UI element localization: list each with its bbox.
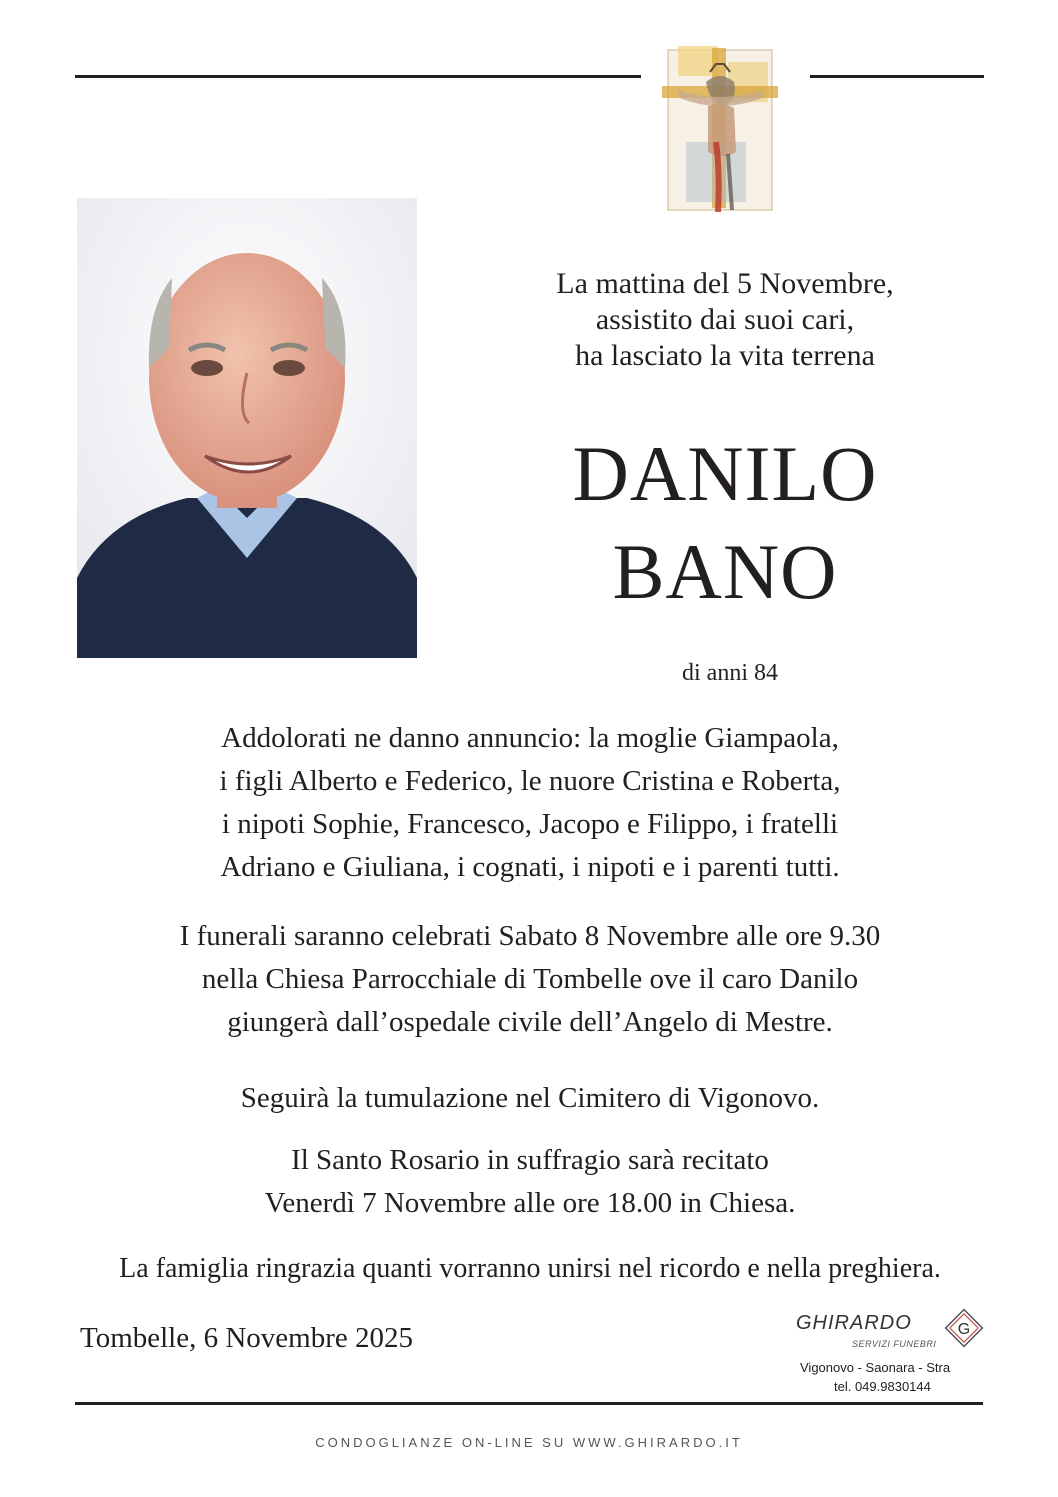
rosary-line: Venerdì 7 Novembre alle ore 18.00 in Chiesa. (264, 1187, 796, 1219)
announcement-line: Addolorati ne danno annuncio: la moglie Giampaola, (221, 722, 839, 754)
deceased-age: di anni 84 (682, 660, 778, 686)
agency-subtitle: SERVIZI FUNEBRI (852, 1339, 937, 1349)
crucifix-illustration (658, 42, 782, 220)
agency-towns: Vigonovo - Saonara - Stra (800, 1360, 951, 1375)
first-name: DANILO (572, 430, 878, 517)
announcement-line: i nipoti Sophie, Francesco, Jacopo e Filippo, i fratelli (221, 808, 839, 840)
funeral-block (30, 915, 1030, 1044)
intro-line: ha lasciato la vita terrena (575, 339, 875, 372)
agency-mark-letter: G (957, 1321, 971, 1338)
funeral-line: I funerali saranno celebrati Sabato 8 Novembre alle ore 9.30 (179, 920, 881, 952)
announcement-line: i figli Alberto e Federico, le nuore Cristina e Roberta, (219, 765, 841, 797)
thanks-line (30, 1247, 1030, 1290)
burial-line (30, 1077, 1030, 1120)
intro-block (520, 266, 930, 374)
top-rule-left (75, 75, 641, 78)
condolences-footer: CONDOGLIANZE ON-LINE SU WWW.GHIRARDO.IT (315, 1435, 743, 1450)
agency-diamond-icon (942, 1306, 986, 1350)
rosary-line: Il Santo Rosario in suffragio sarà recitato (291, 1144, 769, 1176)
funeral-line: giungerà dall’ospedale civile dell’Angelo di Mestre. (227, 1006, 833, 1038)
portrait-photo (77, 198, 417, 658)
bottom-rule (75, 1402, 983, 1405)
announcement-block (30, 717, 1030, 889)
place-date: Tombelle, 6 Novembre 2025 (80, 1322, 414, 1354)
agency-logo (792, 1304, 992, 1396)
intro-line: assistito dai suoi cari, (595, 303, 855, 336)
rosary-block (30, 1139, 1030, 1225)
thanks-text: La famiglia ringrazia quanti vorranno unirsi nel ricordo e nella preghiera. (119, 1253, 941, 1284)
announcement-line: Adriano e Giuliana, i cognati, i nipoti e i parenti tutti. (220, 851, 840, 883)
last-name: BANO (612, 528, 838, 615)
funeral-line: nella Chiesa Parrocchiale di Tombelle ove il caro Danilo (201, 963, 859, 995)
top-rule-right (810, 75, 984, 78)
agency-name: GHIRARDO (796, 1312, 912, 1334)
agency-phone: tel. 049.9830144 (834, 1379, 931, 1394)
deceased-name (480, 425, 970, 621)
burial-text: Seguirà la tumulazione nel Cimitero di Vigonovo. (240, 1082, 820, 1114)
intro-line: La mattina del 5 Novembre, (556, 267, 894, 300)
